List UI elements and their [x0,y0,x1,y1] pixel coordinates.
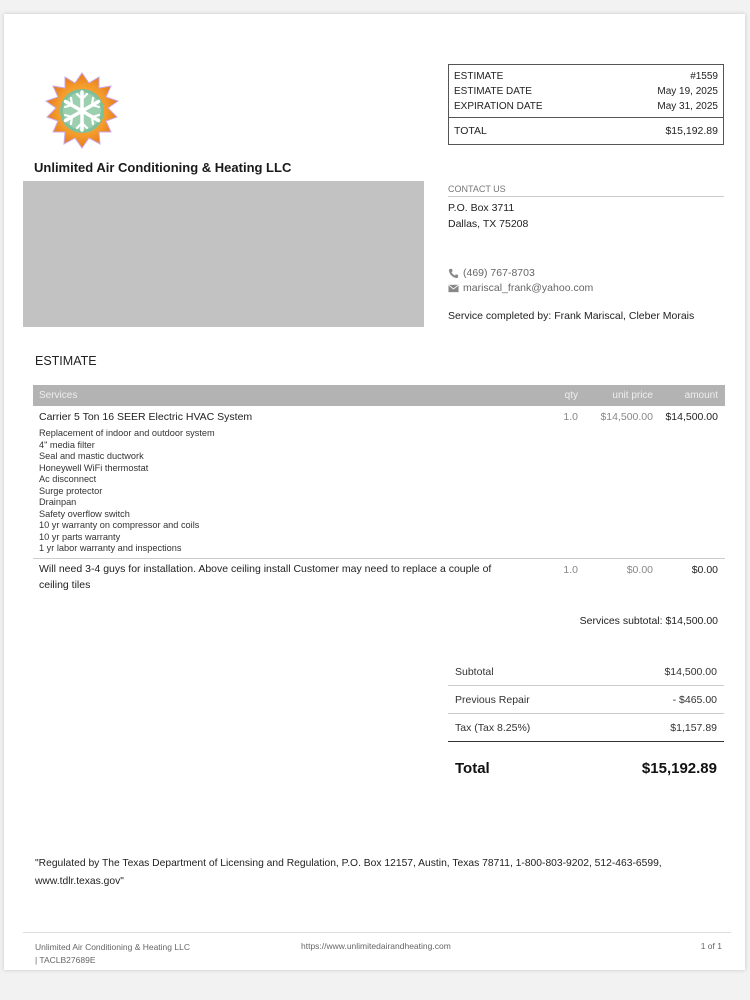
grand-total-label: Total [455,759,490,777]
totals-value: $14,500.00 [664,665,717,678]
totals-label: Previous Repair [455,693,530,706]
row-amount: $0.00 [691,563,718,576]
summary-label: EXPIRATION DATE [454,101,543,112]
grand-total-value: $15,192.89 [641,759,717,777]
summary-row-estimate-date [449,84,723,99]
grand-total-row [448,742,724,794]
address-line-2: Dallas, TX 75208 [448,218,529,230]
footer-company [35,941,190,967]
detail-line: 10 yr parts warranty [39,531,121,542]
detail-line: Replacement of indoor and outdoor system [39,428,215,438]
detail-line: 1 yr labor warranty and inspections [39,543,182,553]
totals-label: Subtotal [455,665,494,678]
header-qty: qty [564,390,578,401]
totals-value: $1,157.89 [670,721,717,734]
estimate-summary-box [448,64,724,145]
regulation-notice: "Regulated by The Texas Department of Licensing and Regulation, P.O. Box 12157, Austin, Texas 78711, 1-800-803-9202, 512-463-6599, www.tdlr.texas.gov" [35,858,662,887]
header-amount: amount [684,390,718,401]
services-subtotal: Services subtotal: $14,500.00 [579,615,718,627]
row-qty: 1.0 [563,563,578,576]
summary-value: May 31, 2025 [657,101,718,112]
service-completed-by: Service completed by: Frank Mariscal, Cleber Morais [448,310,695,322]
service-name: Will need 3-4 guys for installation. Above ceiling install Customer may need to replace a couple of ceiling tiles [39,562,492,591]
table-row [33,559,725,599]
detail-line: Safety overflow switch [39,508,130,519]
footer-company-name: Unlimited Air Conditioning & Heating LLC [35,942,190,952]
totals-section [448,658,724,794]
detail-line: 4" media filter [39,439,95,450]
summary-label: ESTIMATE [454,71,504,82]
row-unit-price: $0.00 [626,563,653,576]
section-title: ESTIMATE [35,354,97,368]
detail-line: 10 yr warranty on compressor and coils [39,520,200,530]
summary-total-label: TOTAL [454,125,487,137]
redacted-customer-block [23,181,424,327]
service-name: Carrier 5 Ton 16 SEER Electric HVAC System [39,411,253,423]
summary-row-estimate-number [449,69,723,84]
summary-value: May 19, 2025 [657,86,718,97]
mail-icon [448,283,459,294]
totals-row-subtotal [448,658,724,686]
summary-label: ESTIMATE DATE [454,86,532,97]
estimate-page [4,14,745,970]
address-line-1: P.O. Box 3711 [448,202,515,214]
contact-email[interactable] [448,282,724,294]
totals-row-previous-repair [448,686,724,714]
phone-icon [448,268,459,279]
header-unit-price: unit price [612,390,653,401]
summary-value: #1559 [690,71,718,82]
footer-page-number: 1 of 1 [700,941,722,951]
footer-website-link[interactable]: https://www.unlimitedairandheating.com [301,941,451,951]
row-qty: 1.0 [563,411,578,423]
email-address: mariscal_frank@yahoo.com [463,282,594,294]
services-table-header [33,385,725,406]
detail-line: Seal and mastic ductwork [39,451,144,461]
summary-row-expiration-date [449,99,723,114]
header-services: Services [39,390,78,401]
footer-divider [23,932,731,933]
totals-value: - $465.00 [672,693,717,706]
detail-line: Surge protector [39,485,103,496]
contact-phone[interactable] [448,267,724,279]
totals-label: Tax (Tax 8.25%) [455,721,531,734]
contact-heading: CONTACT US [448,184,724,197]
row-unit-price: $14,500.00 [600,411,653,423]
footer-license: | TACLB27689E [35,955,96,965]
company-name: Unlimited Air Conditioning & Heating LLC [34,160,292,175]
phone-number: (469) 767-8703 [463,267,535,279]
row-amount: $14,500.00 [665,411,718,423]
detail-line: Drainpan [39,497,77,507]
detail-line: Ac disconnect [39,474,97,484]
totals-row-tax [448,714,724,742]
service-details [39,428,530,558]
table-row [33,406,725,559]
services-table [33,385,725,599]
detail-line: Honeywell WiFi thermostat [39,462,149,473]
company-logo-icon [40,72,124,150]
contact-section [448,184,724,322]
summary-total-value: $15,192.89 [665,125,718,137]
summary-row-total [449,118,723,145]
